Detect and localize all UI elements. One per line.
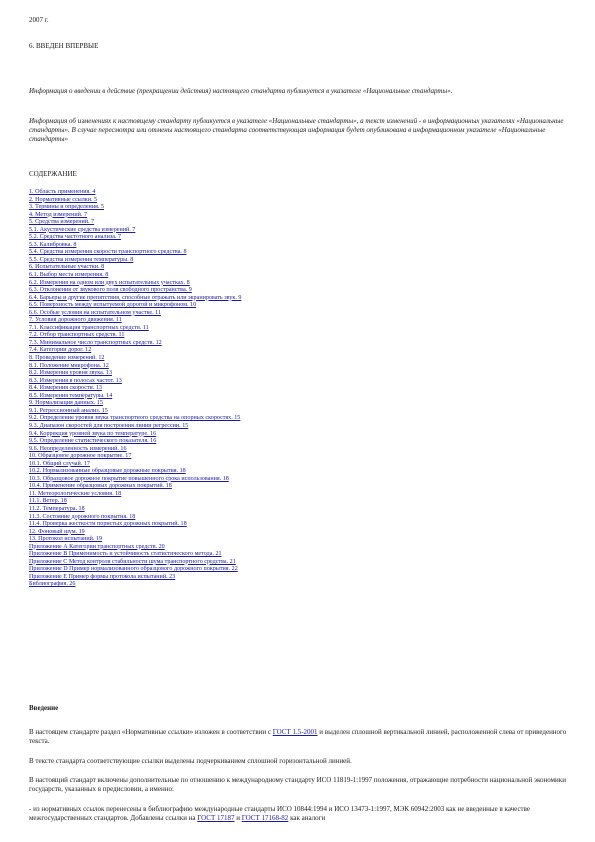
toc-link[interactable]: 6.1. Выбор места измерения. 8 xyxy=(29,272,109,279)
toc-item xyxy=(29,468,241,476)
toc-item xyxy=(29,423,241,431)
intro-p1-text-b: и выделен сплошной вертикальной линией, расположенной слева от приведенного текста. xyxy=(29,728,567,745)
toc-link[interactable]: 2. Нормативные ссылки. 5 xyxy=(29,196,98,203)
toc-list xyxy=(29,189,241,589)
toc-link[interactable]: 3. Термины и определения. 5 xyxy=(29,204,104,211)
toc-item xyxy=(29,219,241,227)
toc-link[interactable]: Приложение А Категории транспортных средств. 20 xyxy=(29,543,165,550)
toc-link[interactable]: 7.1. Классификация транспортных средств. 11 xyxy=(29,324,149,331)
toc-link[interactable]: Приложение В Применимость и устойчивость статистического метода. 21 xyxy=(29,551,222,558)
toc-link[interactable]: 4. Метод измерений. 7 xyxy=(29,211,87,218)
toc-item xyxy=(29,287,241,295)
toc-item xyxy=(29,227,241,235)
toc-link[interactable]: 7.2. Отбор транспортных средств. 11 xyxy=(29,332,125,339)
toc-item xyxy=(29,340,241,348)
first-time-line: 6. ВВЕДЕН ВПЕРВЫЕ xyxy=(29,42,99,50)
toc-item xyxy=(29,453,241,461)
toc-link[interactable]: 5.3. Калибровка. 8 xyxy=(29,241,77,248)
toc-item xyxy=(29,189,241,197)
intro-p4-text-mid: и xyxy=(234,814,242,822)
toc-item xyxy=(29,197,241,205)
toc-link[interactable]: 5.2. Средства частотного анализа. 7 xyxy=(29,234,122,241)
toc-item xyxy=(29,446,241,454)
toc-link[interactable]: 1. Область применения. 4 xyxy=(29,189,96,195)
toc-link[interactable]: 5.5. Средства измерения температуры. 8 xyxy=(29,256,134,263)
toc-link[interactable]: 12. Фоновый шум. 19 xyxy=(29,528,85,535)
toc-link[interactable]: 6.4. Барьеры и другие препятствия, способные отражать или экранировать звук. 9 xyxy=(29,294,242,301)
intro-paragraph-2: В тексте стандарта соответствующие ссылки выделены подчеркиванием сплошной горизонтальной линией. xyxy=(29,757,352,765)
toc-link[interactable]: 5.4. Средства измерения скорости транспортного средства. 8 xyxy=(29,249,187,256)
toc-item xyxy=(29,431,241,439)
toc-link[interactable]: 9.1. Регрессионный анализ. 15 xyxy=(29,407,108,414)
toc-link[interactable]: 7.3. Минимальное число транспортных средств. 12 xyxy=(29,339,162,346)
toc-item xyxy=(29,234,241,242)
toc-link[interactable]: 6.3. Отклонения от звукового поля свободного пространства. 9 xyxy=(29,287,192,294)
toc-link[interactable]: 8.3. Измерения в полосах частот. 13 xyxy=(29,377,122,384)
intro-title: Введение xyxy=(29,704,59,712)
toc-item xyxy=(29,347,241,355)
gost-17187-link[interactable]: ГОСТ 17187 xyxy=(197,814,235,822)
toc-link[interactable]: Приложение С Метод контроля стабильности шума транспортного средства. 21 xyxy=(29,558,236,565)
toc-link[interactable]: 11. Метеорологические условия. 18 xyxy=(29,490,122,497)
toc-item xyxy=(29,483,241,491)
toc-item xyxy=(29,363,241,371)
gost-1-5-2001-link[interactable]: ГОСТ 1.5-2001 xyxy=(272,728,318,736)
toc-item xyxy=(29,310,241,318)
toc-link[interactable]: 10.1. Общий случай. 17 xyxy=(29,460,90,467)
toc-item xyxy=(29,581,241,589)
gost-17168-82-link[interactable]: ГОСТ 17168-82 xyxy=(241,814,289,822)
toc-item xyxy=(29,408,241,416)
toc-link[interactable]: 11.4. Проверка жесткости пористых дорожных покрытий. 18 xyxy=(29,521,187,528)
year-line: 2007 г. xyxy=(29,16,49,24)
toc-item xyxy=(29,498,241,506)
intro-paragraph-4 xyxy=(29,805,569,823)
toc-link[interactable]: 8. Проведение измерений. 12 xyxy=(29,355,105,362)
toc-link[interactable]: 11.3. Состояние дорожного покрытия. 18 xyxy=(29,513,136,520)
toc-link[interactable]: 8.4. Измерения скорости. 13 xyxy=(29,385,102,392)
toc-link[interactable]: 9. Нормализация данных. 15 xyxy=(29,400,103,407)
toc-item xyxy=(29,280,241,288)
toc-title: СОДЕРЖАНИЕ xyxy=(29,170,77,178)
toc-link[interactable]: 13. Протокол испытаний. 19 xyxy=(29,536,103,543)
toc-link[interactable]: 7. Условия дорожного движения. 11 xyxy=(29,317,122,324)
toc-link[interactable]: 10. Образцовое дорожное покрытие. 17 xyxy=(29,453,132,460)
toc-link[interactable]: 10.2. Нормализованные образцовые дорожные покрытия. 18 xyxy=(29,468,186,475)
toc-link[interactable]: 11.1. Ветер. 18 xyxy=(29,498,67,505)
intro-paragraph-1 xyxy=(29,728,569,746)
intro-paragraph-3: В настоящий стандарт включены дополнительные по отношению к международному стандарту ИСО 11819-1:1997 положения, отражающие потребности национальной экономики государств, указанных в предисловии, а именно: xyxy=(29,776,566,793)
toc-item xyxy=(29,317,241,325)
toc-item xyxy=(29,242,241,250)
toc-item xyxy=(29,566,241,574)
toc-link[interactable]: 10.4. Применение образцовых дорожных покрытий. 18 xyxy=(29,483,172,490)
intro-p1-text-a: В настоящем стандарте раздел «Нормативные ссылки» изложен в соответствии с xyxy=(29,728,273,736)
toc-item xyxy=(29,257,241,265)
toc-item xyxy=(29,491,241,499)
toc-link[interactable]: Библиография. 26 xyxy=(29,581,76,588)
info-paragraph-2: Информация об изменениях к настоящему стандарту публикуется в указателе «Национальные стандарты», а текст изменений - в информационных указателях «Национальные стандарты». В случае пересмотра или отмены настоящего стандарта соответствующая информация будет опубликована в информационном указателе «Национальные стандарты» xyxy=(29,117,564,143)
toc-link[interactable]: 5. Средства измерений. 7 xyxy=(29,219,95,226)
toc-link[interactable]: 9.3. Диапазон скоростей для построения линии регрессии. 15 xyxy=(29,422,189,429)
toc-item xyxy=(29,393,241,401)
toc-link[interactable]: 8.2. Измерения уровня звука. 13 xyxy=(29,370,112,377)
toc-link[interactable]: 9.4. Коррекция уровней звука по температуре. 16 xyxy=(29,430,157,437)
toc-link[interactable]: 6.2. Измерения на одном или двух испытательных участках. 8 xyxy=(29,279,190,286)
toc-item xyxy=(29,438,241,446)
toc-item xyxy=(29,514,241,522)
toc-link[interactable]: 9.6. Неопределенность измерений. 16 xyxy=(29,445,127,452)
toc-item xyxy=(29,521,241,529)
intro-p4-text-b: как аналоги xyxy=(288,814,326,822)
toc-link[interactable]: 8.5. Измерения температуры. 14 xyxy=(29,392,113,399)
info-paragraph-1: Информация о введении в действие (прекращении действия) настоящего стандарта публикуется в указателе «Национальные стандарты». xyxy=(29,87,453,95)
toc-link[interactable]: 9.5. Определение статистического показателя. 16 xyxy=(29,438,157,445)
intro-p4-text-a: - из нормативных ссылок перенесены в библиографию международные стандарты ИСО 10844:1994 и ИСО 13473-1:1997, МЭК 60942:2003 как не введенные в качестве межгосударственных стандартов. Добавлены ссылки на xyxy=(29,805,530,822)
toc-link[interactable]: 9.2. Определение уровня звука транспортного средства на опорных скоростях. 15 xyxy=(29,415,241,422)
toc-item xyxy=(29,378,241,386)
toc-link[interactable]: Приложение E Пример формы протокола испытаний. 23 xyxy=(29,573,176,580)
toc-link[interactable]: 6.6. Особые условия на испытательном участке. 11 xyxy=(29,309,162,316)
toc-link[interactable]: 10.3. Образцовое дорожное покрытие повышенного срока использования. 18 xyxy=(29,475,229,482)
toc-item xyxy=(29,272,241,280)
toc-item xyxy=(29,332,241,340)
toc-link[interactable]: 7.4. Категории дорог. 12 xyxy=(29,347,92,354)
toc-item xyxy=(29,302,241,310)
toc-item xyxy=(29,506,241,514)
toc-item xyxy=(29,536,241,544)
toc-link[interactable]: 8.1. Положение микрофона. 12 xyxy=(29,362,109,369)
toc-item xyxy=(29,370,241,378)
toc-item xyxy=(29,264,241,272)
toc-item xyxy=(29,415,241,423)
toc-link[interactable]: 11.2. Температура. 18 xyxy=(29,505,85,512)
toc-item xyxy=(29,249,241,257)
toc-item xyxy=(29,551,241,559)
toc-item xyxy=(29,400,241,408)
toc-item xyxy=(29,355,241,363)
toc-item xyxy=(29,385,241,393)
toc-item xyxy=(29,204,241,212)
toc-link[interactable]: 6. Испытательные участки. 8 xyxy=(29,264,105,271)
toc-link[interactable]: 6.5. Поверхность между испытуемой дорогой и микрофоном. 10 xyxy=(29,302,197,309)
toc-link[interactable]: Приложение D Пример нормализованного образцового дорожного покрытия. 22 xyxy=(29,566,238,573)
toc-link[interactable]: 5.1. Акустические средства измерений. 7 xyxy=(29,226,136,233)
